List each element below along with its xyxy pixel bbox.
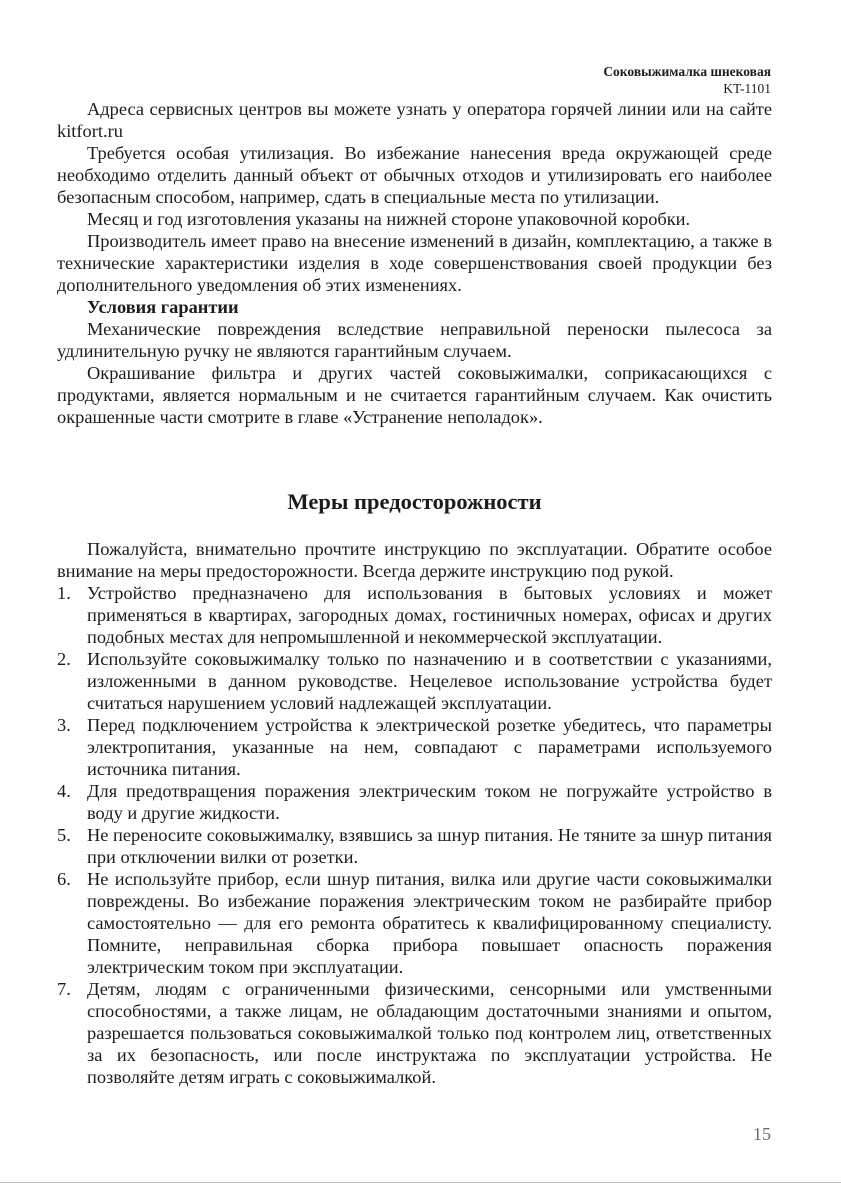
paragraph-manufacturer-rights: Производитель имеет право на внесение изменений в дизайн, комплектацию, а также в технические характеристики изделия в ходе совершенствования своей продукции без дополнительного уведомления об этих изменениях. <box>57 231 772 295</box>
paragraph-warranty-damage: Механические повреждения вследствие неправильной переноски пылесоса за удлинительную ручку не являются гарантийным случаем. <box>57 319 772 361</box>
section-title: Меры предосторожности <box>287 489 542 514</box>
list-item-number: 4. <box>57 781 71 801</box>
list-item <box>57 824 772 868</box>
list-item-text: Перед подключением устройства к электрической розетке убедитесь, что параметры электропитания, указанные на нем, совпадают с параметрами используемого источника питания. <box>87 715 772 779</box>
warranty-heading: Условия гарантии <box>87 297 239 317</box>
list-item <box>57 648 772 714</box>
list-item <box>57 780 772 824</box>
list-item-text: Используйте соковыжималку только по назначению и в соответствии с указаниями, изложенными в данном руководстве. Нецелевое использование устройства будет считаться нарушением условий надлежащей эксплуатации. <box>87 649 772 713</box>
page-content <box>57 98 772 1088</box>
list-item <box>57 868 772 978</box>
list-item-text: Не переносите соковыжималку, взявшись за шнур питания. Не тяните за шнур питания при отключении вилки от розетки. <box>87 825 772 867</box>
running-header <box>603 63 771 97</box>
list-item-number: 5. <box>57 825 71 845</box>
list-item-text: Детям, людям с ограниченными физическими, сенсорными или умственными способностями, а также лицам, не обладающим достаточными знаниями и опытом, разрешается пользоваться соковыжималкой только под контролем лиц, ответственных за их безопасность, или после инструктажа по эксплуатации устройства. Не позволяйте детям играть с соковыжималкой. <box>87 979 772 1087</box>
paragraph-manufacture-date: Месяц и год изготовления указаны на нижней стороне упаковочной коробки. <box>87 209 691 229</box>
list-item <box>57 714 772 780</box>
paragraph-precautions-intro: Пожалуйста, внимательно прочтите инструкцию по эксплуатации. Обратите особое внимание на меры предосторожности. Всегда держите инструкцию под рукой. <box>57 539 772 581</box>
precautions-list <box>57 582 772 1088</box>
page-bottom-divider <box>0 1182 841 1183</box>
list-item-number: 3. <box>57 715 71 735</box>
list-item <box>57 582 772 648</box>
list-item-number: 1. <box>57 583 71 603</box>
page-number: 15 <box>753 1124 771 1144</box>
list-item-number: 7. <box>57 979 71 999</box>
header-model-number: KT-1101 <box>723 81 771 96</box>
list-item-text: Не используйте прибор, если шнур питания, вилка или другие части соковыжималки повреждены. Во избежание поражения электрическим током не разбирайте прибор самостоятельно — для его ремонта обратитесь к квалифицированному специалисту. Помните, неправильная сборка прибора повышает опасность поражения электрическим током при эксплуатации. <box>87 869 772 977</box>
list-item-number: 2. <box>57 649 71 669</box>
list-item-number: 6. <box>57 869 71 889</box>
header-product-name: Соковыжималка шнековая <box>603 64 771 79</box>
list-item-text: Устройство предназначено для использования в бытовых условиях и может применяться в квартирах, загородных домах, гостиничных номерах, офисах и других подобных местах для непромышленной и некоммерческой эксплуатации. <box>87 583 772 647</box>
list-item <box>57 978 772 1088</box>
paragraph-service-centers: Адреса сервисных центров вы можете узнать у оператора горячей линии или на сайте kitfort.ru <box>57 99 772 141</box>
paragraph-disposal: Требуется особая утилизация. Во избежание нанесения вреда окружающей среде необходимо отделить данный объект от обычных отходов и утилизировать его наиболее безопасным способом, например, сдать в специальные места по утилизации. <box>57 143 772 207</box>
paragraph-warranty-coloring: Окрашивание фильтра и других частей соковыжималки, соприкасающихся с продуктами, является нормальным и не считается гарантийным случаем. Как очистить окрашенные части смотрите в главе «Устранение неполадок». <box>57 363 772 427</box>
list-item-text: Для предотвращения поражения электрическим током не погружайте устройство в воду и другие жидкости. <box>87 781 772 823</box>
